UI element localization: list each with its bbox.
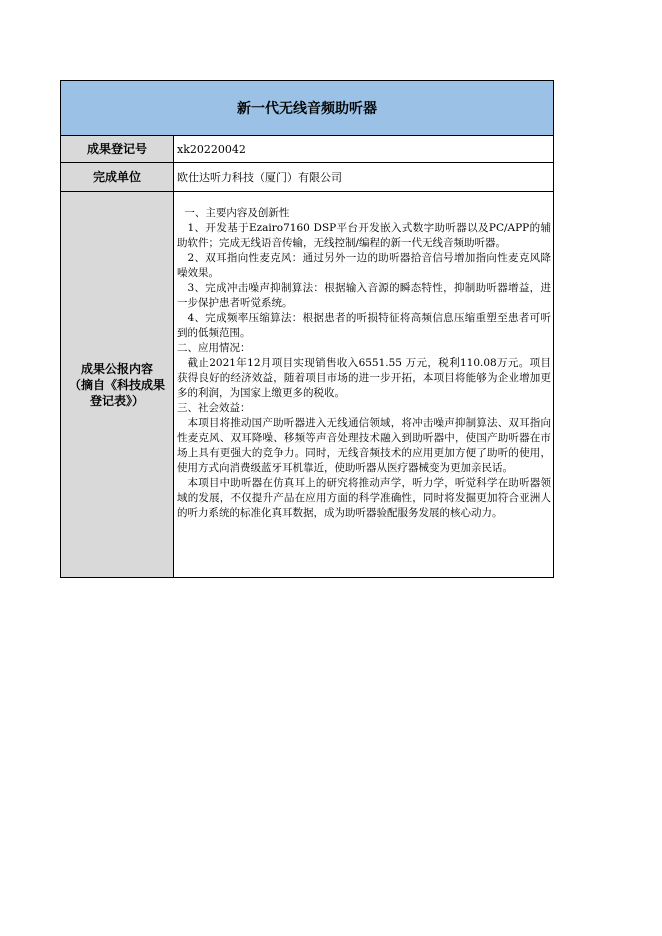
- unit-value: 欧仕达听力科技（厦门）有限公司: [174, 163, 554, 192]
- section-heading-social: 三、社会效益：: [177, 402, 251, 414]
- section-heading-application: 二、应用情况：: [177, 342, 251, 354]
- content-label-cell: [61, 192, 174, 578]
- section-heading-main: 一、主要内容及创新性: [184, 207, 290, 219]
- reg-no-value: xk20220042: [174, 136, 554, 163]
- content-body: [174, 192, 554, 578]
- content-paragraph: 3、完成冲击噪声抑制算法：根据输入音源的瞬态特性，抑制助听器增益，进一步保护患者听觉系统。: [177, 282, 551, 309]
- content-paragraph: 2、双耳指向性麦克风：通过另外一边的助听器拾音信号增加指向性麦克风降噪效果。: [177, 252, 551, 279]
- table-title: 新一代无线音频助听器: [61, 81, 554, 136]
- unit-label: 完成单位: [61, 163, 174, 192]
- content-paragraph: 本项目中助听器在仿真耳上的研究将推动声学，听力学，听觉科学在助听器领域的发展，不仅提升产品在应用方面的科学准确性，同时将发掘更加符合亚洲人的听力系统的标准化真耳数据，成为助听器验配服务发展的核心动力。: [177, 477, 551, 519]
- content-paragraph: 截止2021年12月项目实现销售收入6551.55 万元，税利110.08万元。项目获得良好的经济效益，随着项目市场的进一步开拓，本项目将能够为企业增加更多的利润，为国家上缴更多的税收。: [177, 357, 551, 399]
- content-paragraph: 本项目将推动国产助听器进入无线通信领域，将冲击噪声抑制算法、双耳指向性麦克风、双耳降噪、移频等声音处理技术融入到助听器中，使国产助听器在市场上具有更强大的竞争力。同时，无线音频技术的应用更加方便了助听的使用，使用方式向消费级蓝牙耳机靠近，使助听器从医疗器械变为更加亲民话。: [177, 417, 551, 474]
- content-paragraph: 4、完成频率压缩算法：根据患者的听损特征将高频信息压缩重塑至患者可听到的低频范围。: [177, 312, 551, 339]
- content-paragraph: 1、开发基于Ezairo7160 DSP平台开发嵌入式数字助听器以及PC/APP的辅助软件；完成无线语音传输，无线控制/编程的新一代无线音频助听器。: [177, 222, 551, 249]
- achievement-table: [60, 80, 554, 578]
- reg-no-label: 成果登记号: [61, 136, 174, 163]
- content-label: 成果公报内容 （摘自《科技成果登记表》）: [68, 361, 166, 408]
